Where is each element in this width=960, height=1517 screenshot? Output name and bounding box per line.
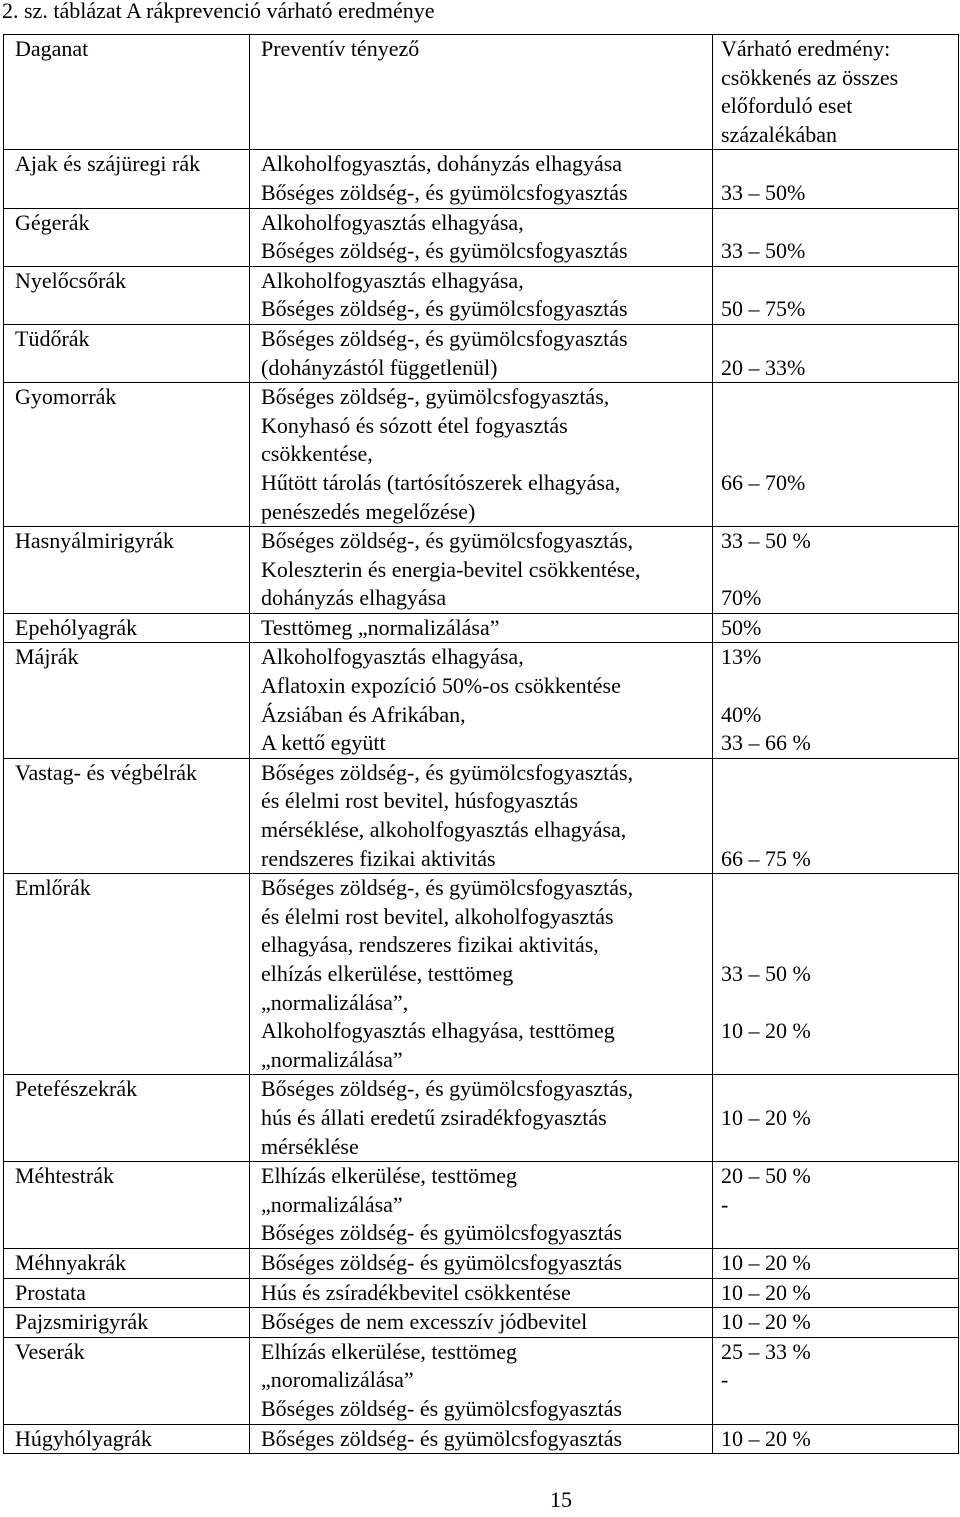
tumor-name: Veserák	[15, 1338, 85, 1364]
preventive-factor-cell	[250, 874, 713, 1075]
tumor-cell	[4, 1278, 250, 1308]
preventive-factor-cell	[250, 383, 713, 527]
table-caption: 2. sz. táblázat A rákprevenció várható eredménye	[2, 0, 435, 23]
preventive-factor-line: és élelmi rost bevitel, húsfogyasztás	[261, 788, 579, 814]
tumor-cell	[4, 643, 250, 758]
preventive-factor-line: Bőséges de nem excesszív jódbevitel	[261, 1309, 588, 1335]
preventive-factor-line: csökkentése,	[261, 441, 373, 467]
expected-result-line: -	[721, 1367, 729, 1393]
table-row	[4, 874, 959, 1075]
preventive-factor-cell	[250, 150, 713, 208]
preventive-factor-line: „normalizálása”	[261, 1046, 403, 1072]
page-number: 15	[550, 1487, 572, 1512]
expected-result-line	[721, 903, 958, 932]
expected-result-line: 20 – 50 %	[721, 1163, 811, 1189]
preventive-factor-line: Alkoholfogyasztás elhagyása,	[261, 209, 524, 235]
expected-result-line	[721, 1395, 958, 1424]
expected-result-cell	[713, 383, 959, 527]
table-row	[4, 324, 959, 382]
tumor-name: Petefészekrák	[15, 1076, 138, 1102]
preventive-factor-line: Bőséges zöldség- és gyümölcsfogyasztás	[261, 1220, 623, 1246]
tumor-cell	[4, 383, 250, 527]
table-header-row	[4, 35, 959, 150]
expected-result-line: 33 – 50%	[721, 179, 806, 205]
preventive-factor-line: Bőséges zöldség-, és gyümölcsfogyasztás	[261, 325, 628, 351]
tumor-name: Emlőrák	[15, 875, 91, 901]
preventive-factor-line: Aflatoxin expozíció 50%-os csökkentése	[261, 673, 621, 699]
table-row	[4, 383, 959, 527]
expected-result-line	[721, 874, 958, 903]
preventive-factor-cell	[250, 1424, 713, 1454]
preventive-factor-line: „noromalizálása”	[261, 1367, 414, 1393]
expected-result-line	[721, 1133, 958, 1162]
expected-result-cell	[713, 1075, 959, 1162]
header-expected-result-line: csökkenés az összes	[721, 64, 899, 90]
preventive-factor-line: Bőséges zöldség-, és gyümölcsfogyasztás	[261, 238, 628, 264]
preventive-factor-cell	[250, 208, 713, 266]
table-row	[4, 1278, 959, 1308]
preventive-factor-cell	[250, 643, 713, 758]
preventive-factor-line: Bőséges zöldség-, és gyümölcsfogyasztás	[261, 296, 628, 322]
tumor-name: Gyomorrák	[15, 384, 117, 410]
preventive-factor-line: Bőséges zöldség- és gyümölcsfogyasztás	[261, 1395, 623, 1421]
expected-result-line	[721, 1075, 958, 1104]
expected-result-cell	[713, 1248, 959, 1278]
preventive-factor-line: Bőséges zöldség-, és gyümölcsfogyasztás,	[261, 759, 634, 785]
preventive-factor-line: rendszeres fizikai aktivitás	[261, 845, 496, 871]
expected-result-line: 20 – 33%	[721, 354, 806, 380]
preventive-factor-cell	[250, 1337, 713, 1424]
preventive-factor-line: mérséklése	[261, 1133, 359, 1159]
expected-result-line: 33 – 50%	[721, 238, 806, 264]
tumor-cell	[4, 1075, 250, 1162]
header-preventive-factor: Preventív tényező	[250, 35, 713, 150]
expected-result-line	[721, 440, 958, 469]
tumor-name: Májrák	[15, 644, 79, 670]
table-row	[4, 208, 959, 266]
expected-result-line	[721, 672, 958, 701]
tumor-cell	[4, 613, 250, 643]
table-row	[4, 1308, 959, 1338]
expected-result-line: 70%	[721, 585, 762, 611]
preventive-factor-line: Alkoholfogyasztás elhagyása, testtömeg	[261, 1018, 615, 1044]
expected-result-line: 25 – 33 %	[721, 1338, 811, 1364]
expected-result-line	[721, 498, 958, 527]
expected-result-line	[721, 412, 958, 441]
expected-result-line: 10 – 20 %	[721, 1104, 811, 1130]
table-row	[4, 150, 959, 208]
table-row	[4, 1424, 959, 1454]
preventive-factor-cell	[250, 613, 713, 643]
header-tumor: Daganat	[4, 35, 250, 150]
tumor-cell	[4, 1337, 250, 1424]
preventive-factor-line: mérséklése, alkoholfogyasztás elhagyása,	[261, 817, 627, 843]
preventive-factor-cell	[250, 1278, 713, 1308]
preventive-factor-line: Bőséges zöldség-, és gyümölcsfogyasztás,	[261, 1076, 634, 1102]
preventive-factor-line: Hús és zsíradékbevitel csökkentése	[261, 1279, 571, 1305]
expected-result-cell	[713, 613, 959, 643]
preventive-factor-line: Bőséges zöldség-, gyümölcsfogyasztás,	[261, 384, 610, 410]
preventive-factor-line: Alkoholfogyasztás elhagyása,	[261, 644, 524, 670]
preventive-factor-line: Bőséges zöldség- és gyümölcsfogyasztás	[261, 1425, 623, 1451]
preventive-factor-line: Bőséges zöldség-, és gyümölcsfogyasztás,	[261, 528, 634, 554]
tumor-cell	[4, 208, 250, 266]
table-row	[4, 643, 959, 758]
tumor-cell	[4, 874, 250, 1075]
preventive-factor-line: Testtömeg „normalizálása”	[261, 614, 500, 640]
tumor-cell	[4, 1248, 250, 1278]
tumor-cell	[4, 758, 250, 873]
expected-result-cell	[713, 527, 959, 614]
expected-result-line	[721, 1219, 958, 1248]
expected-result-cell	[713, 874, 959, 1075]
preventive-factor-line: (dohányzástól függetlenül)	[261, 354, 498, 380]
expected-result-cell	[713, 1278, 959, 1308]
table-row	[4, 1162, 959, 1249]
preventive-factor-line: elhízás elkerülése, testtömeg	[261, 961, 514, 986]
cancer-prevention-table	[3, 34, 959, 1454]
tumor-cell	[4, 1424, 250, 1454]
tumor-name: Nyelőcsőrák	[15, 267, 127, 293]
expected-result-line: 33 – 50 %	[721, 528, 811, 554]
expected-result-line: 13%	[721, 644, 762, 670]
tumor-name: Tüdőrák	[15, 325, 90, 351]
expected-result-line: 10 – 20 %	[721, 1279, 811, 1305]
expected-result-cell	[713, 1162, 959, 1249]
expected-result-line: 10 – 20 %	[721, 1309, 811, 1335]
tumor-name: Hasnyálmirigyrák	[15, 528, 174, 554]
tumor-cell	[4, 150, 250, 208]
preventive-factor-cell	[250, 527, 713, 614]
expected-result-line: 33 – 66 %	[721, 730, 811, 756]
tumor-name: Prostata	[15, 1279, 86, 1305]
expected-result-cell	[713, 150, 959, 208]
expected-result-line: 10 – 20 %	[721, 1425, 811, 1451]
expected-result-cell	[713, 758, 959, 873]
preventive-factor-line: és élelmi rost bevitel, alkoholfogyasztás	[261, 903, 614, 929]
expected-result-line: 66 – 70%	[721, 469, 806, 495]
tumor-name: Vastag- és végbélrák	[15, 759, 198, 785]
preventive-factor-line: dohányzás elhagyása	[261, 585, 447, 611]
preventive-factor-cell	[250, 758, 713, 873]
preventive-factor-line: hús és állati eredetű zsiradékfogyasztás	[261, 1104, 607, 1130]
expected-result-line: 10 – 20 %	[721, 1018, 811, 1044]
tumor-name: Pajzsmirigyrák	[15, 1309, 149, 1335]
tumor-name: Ajak és szájüregi rák	[15, 151, 201, 177]
header-expected-result-line: Várható eredmény:	[721, 36, 891, 61]
tumor-cell	[4, 266, 250, 324]
preventive-factor-line: Hűtött tárolás (tartósítószerek elhagyása,	[261, 469, 621, 495]
preventive-factor-line: Koleszterin és energia-bevitel csökkentése,	[261, 556, 641, 582]
expected-result-line: 33 – 50 %	[721, 961, 811, 986]
preventive-factor-line: Elhízás elkerülése, testtömeg	[261, 1163, 517, 1189]
tumor-cell	[4, 1308, 250, 1338]
preventive-factor-line: A kettő együtt	[261, 730, 386, 756]
expected-result-line: 50 – 75%	[721, 296, 806, 322]
preventive-factor-cell	[250, 1075, 713, 1162]
preventive-factor-cell	[250, 1162, 713, 1249]
preventive-factor-line: Alkoholfogyasztás elhagyása,	[261, 267, 524, 293]
tumor-name: Húgyhólyagrák	[15, 1425, 152, 1451]
table-row	[4, 527, 959, 614]
preventive-factor-cell	[250, 1308, 713, 1338]
expected-result-cell	[713, 324, 959, 382]
tumor-name: Epehólyagrák	[15, 614, 138, 640]
header-expected-result-line: százalékában	[721, 121, 838, 147]
tumor-cell	[4, 527, 250, 614]
table-row	[4, 1075, 959, 1162]
tumor-name: Méhnyakrák	[15, 1249, 127, 1275]
preventive-factor-cell	[250, 324, 713, 382]
table-row	[4, 613, 959, 643]
tumor-name: Méhtestrák	[15, 1163, 114, 1189]
expected-result-cell	[713, 1337, 959, 1424]
expected-result-line	[721, 383, 958, 412]
preventive-factor-line: „normalizálása”	[261, 1191, 403, 1217]
table-row	[4, 1337, 959, 1424]
preventive-factor-line: „normalizálása”,	[261, 989, 409, 1015]
preventive-factor-line: Bőséges zöldség-, és gyümölcsfogyasztás,	[261, 875, 634, 901]
preventive-factor-line: Bőséges zöldség- és gyümölcsfogyasztás	[261, 1249, 623, 1275]
preventive-factor-line: Bőséges zöldség-, és gyümölcsfogyasztás	[261, 179, 628, 205]
expected-result-cell	[713, 1424, 959, 1454]
expected-result-cell	[713, 208, 959, 266]
header-expected-result	[713, 35, 959, 150]
preventive-factor-line: penészedés megelőzése)	[261, 498, 476, 524]
preventive-factor-cell	[250, 1248, 713, 1278]
preventive-factor-line: Alkoholfogyasztás, dohányzás elhagyása	[261, 151, 623, 177]
expected-result-line: 50%	[721, 614, 762, 640]
expected-result-line	[721, 556, 958, 585]
expected-result-line	[721, 989, 958, 1018]
tumor-cell	[4, 1162, 250, 1249]
preventive-factor-line: Elhízás elkerülése, testtömeg	[261, 1338, 517, 1364]
expected-result-cell	[713, 1308, 959, 1338]
preventive-factor-line: elhagyása, rendszeres fizikai aktivitás,	[261, 932, 599, 958]
expected-result-cell	[713, 266, 959, 324]
table-row	[4, 1248, 959, 1278]
preventive-factor-line: Konyhasó és sózott étel fogyasztás	[261, 412, 568, 438]
table-row	[4, 266, 959, 324]
tumor-cell	[4, 324, 250, 382]
table-row	[4, 758, 959, 873]
tumor-name: Gégerák	[15, 209, 90, 235]
expected-result-line: 40%	[721, 701, 762, 727]
preventive-factor-line: Ázsiában és Afrikában,	[261, 701, 466, 727]
preventive-factor-cell	[250, 266, 713, 324]
expected-result-line: -	[721, 1191, 729, 1217]
expected-result-cell	[713, 643, 959, 758]
expected-result-line: 66 – 75 %	[721, 845, 811, 871]
expected-result-line	[721, 931, 958, 960]
expected-result-line	[721, 1046, 958, 1075]
expected-result-line: 10 – 20 %	[721, 1249, 811, 1275]
header-expected-result-line: előforduló eset	[721, 93, 853, 119]
